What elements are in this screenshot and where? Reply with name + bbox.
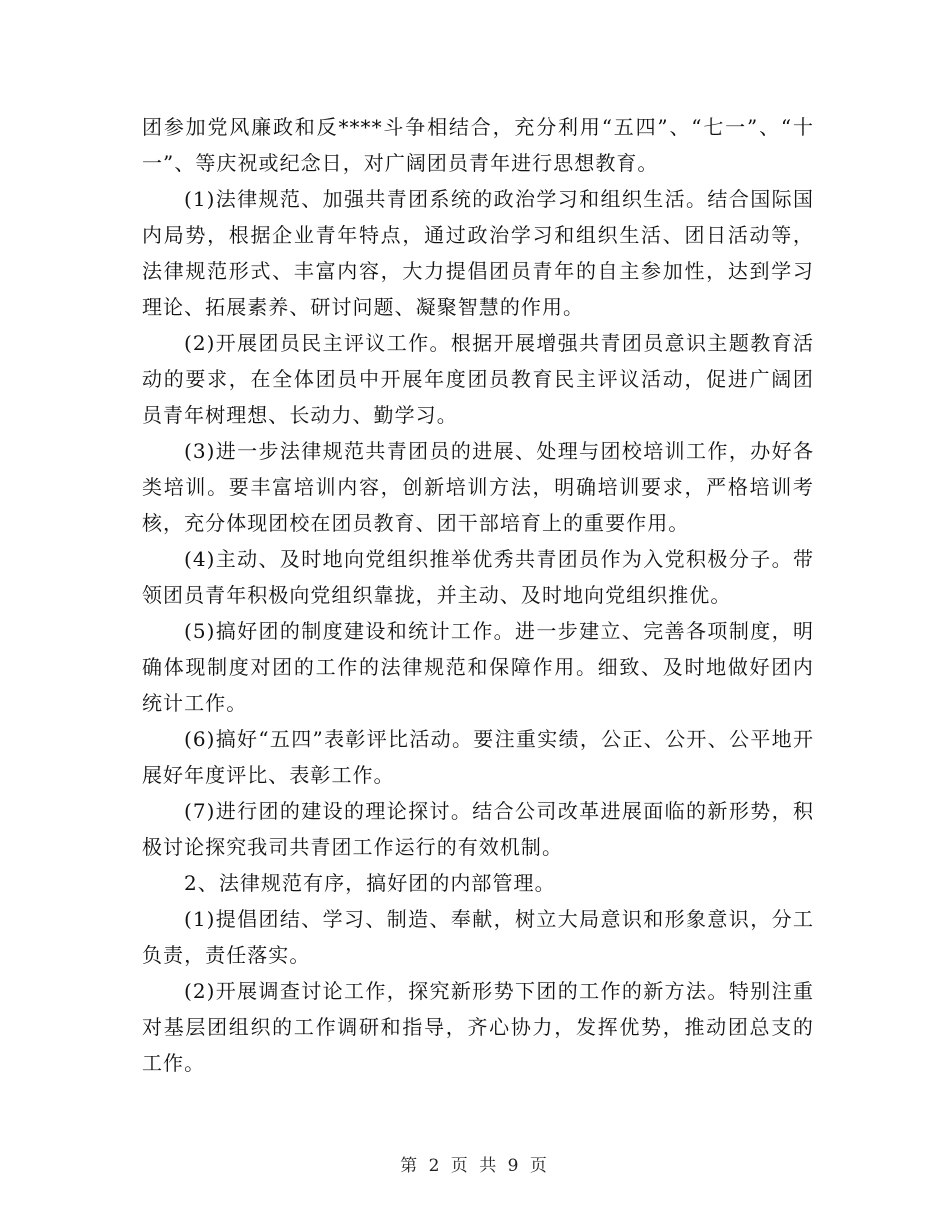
paragraph-subitem-1: (1)提倡团结、学习、制造、奉献，树立大局意识和形象意识，分工负责，责任落实。 xyxy=(142,907,814,967)
page-number-footer: 第 2 页 共 9 页 xyxy=(400,1156,550,1176)
document-body xyxy=(142,109,814,1081)
paragraph-item-5: (5)搞好团的制度建设和统计工作。进一步建立、完善各项制度，明确体现制度对团的工作的法律规范和保障作用。细致、及时地做好团内统计工作。 xyxy=(142,619,814,715)
paragraph-continuation: 团参加党风廉政和反****斗争相结合，充分利用“五四”、“七一”、“十一”、等庆祝或纪念日，对广阔团员青年进行思想教育。 xyxy=(142,115,814,175)
paragraph-item-1: (1)法律规范、加强共青团系统的政治学习和组织生活。结合国际国内局势，根据企业青年特点，通过政治学习和组织生活、团日活动等，法律规范形式、丰富内容，大力提倡团员青年的自主参加性，达到学习理论、拓展素养、研讨问题、凝聚智慧的作用。 xyxy=(142,187,814,319)
section-heading-2: 2、法律规范有序，搞好团的内部管理。 xyxy=(184,871,556,895)
paragraph-subitem-2: (2)开展调查讨论工作，探究新形势下团的工作的新方法。特别注重对基层团组织的工作调研和指导，齐心协力，发挥优势，推动团总支的工作。 xyxy=(142,979,814,1075)
paragraph-item-4: (4)主动、及时地向党组织推举优秀共青团员作为入党积极分子。带领团员青年积极向党组织靠拢，并主动、及时地向党组织推优。 xyxy=(142,547,814,607)
paragraph-item-3: (3)进一步法律规范共青团员的进展、处理与团校培训工作，办好各类培训。要丰富培训内容，创新培训方法，明确培训要求，严格培训考核，充分体现团校在团员教育、团干部培育上的重要作用。 xyxy=(142,439,814,535)
paragraph-item-2: (2)开展团员民主评议工作。根据开展增强共青团员意识主题教育活动的要求，在全体团员中开展年度团员教育民主评议活动，促进广阔团员青年树理想、长动力、勤学习。 xyxy=(142,331,814,427)
paragraph-item-7: (7)进行团的建设的理论探讨。结合公司改革进展面临的新形势，积极讨论探究我司共青团工作运行的有效机制。 xyxy=(142,799,814,859)
paragraph-item-6: (6)搞好“五四”表彰评比活动。要注重实绩，公正、公开、公平地开展好年度评比、表彰工作。 xyxy=(142,727,814,787)
